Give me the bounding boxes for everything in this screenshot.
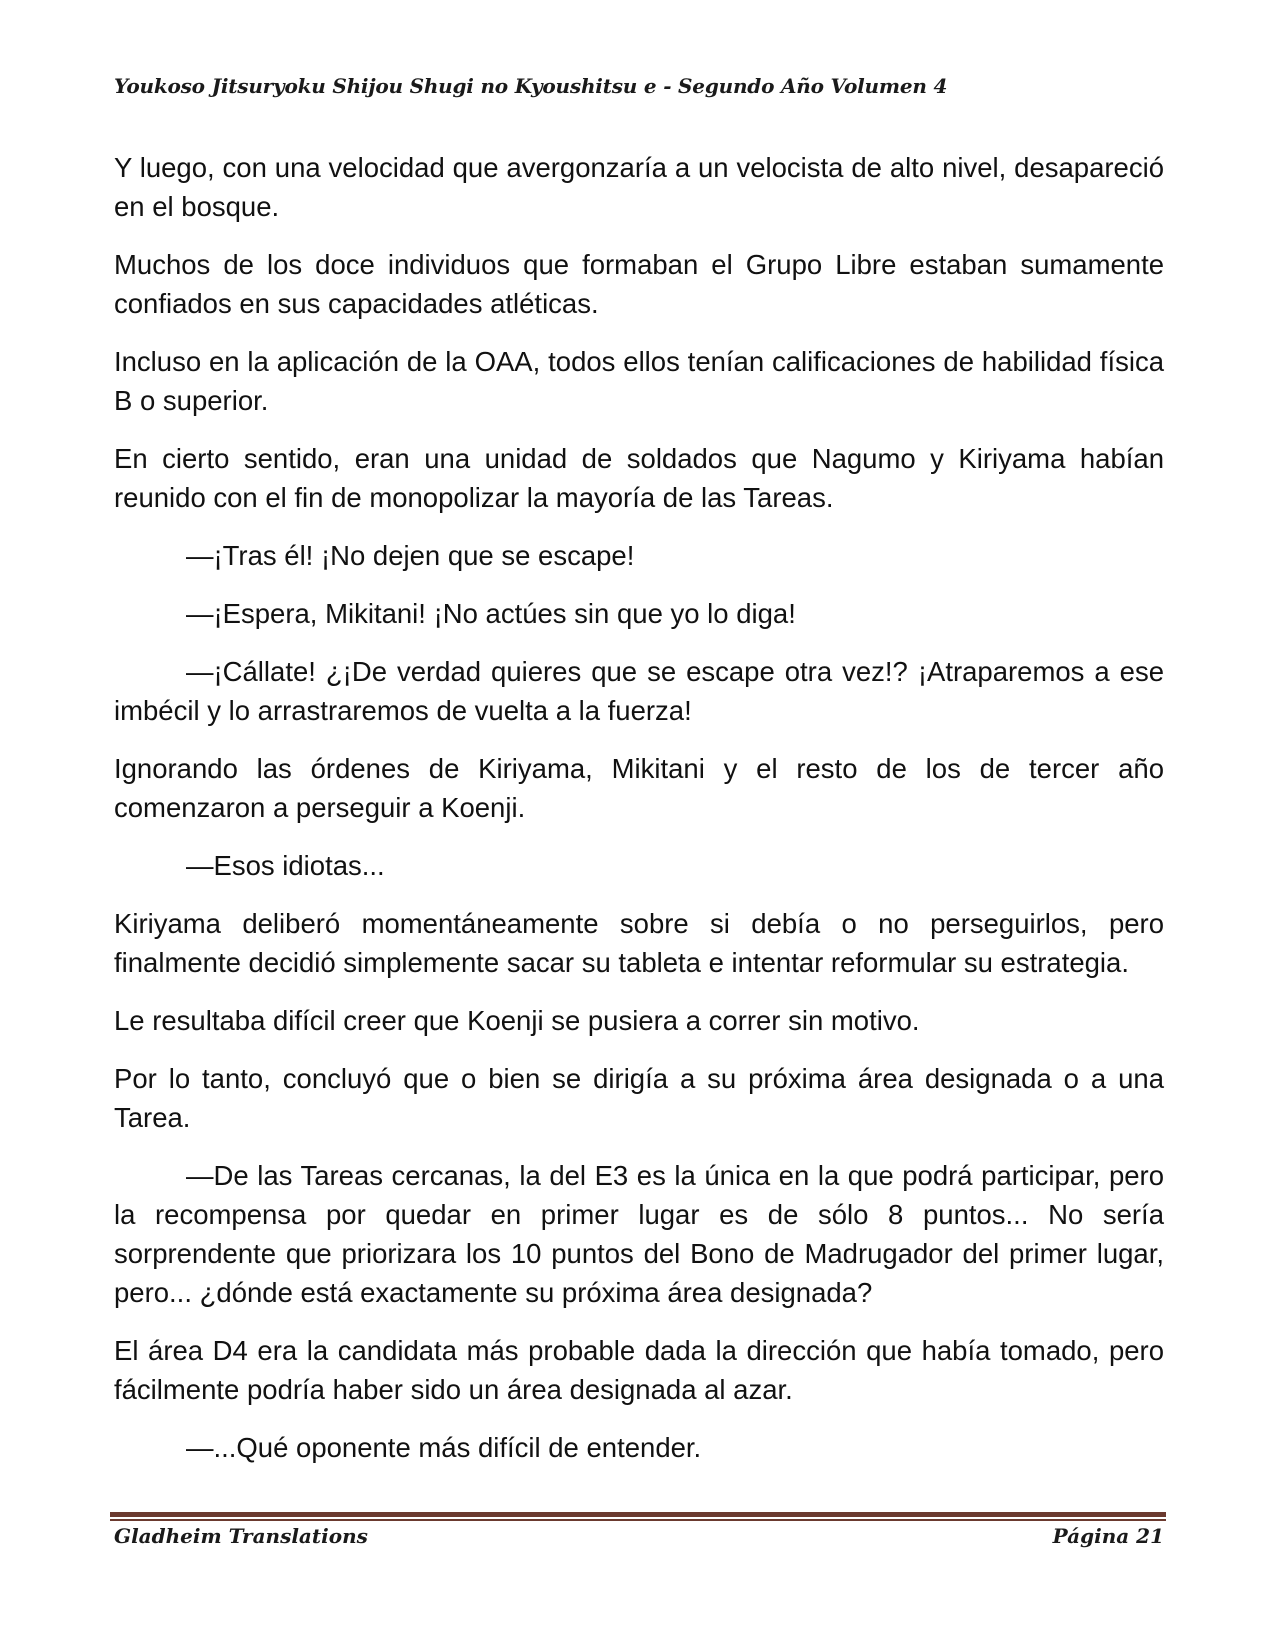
dialogue-line: —Esos idiotas... [186, 850, 385, 881]
paragraph: En cierto sentido, eran una unidad de soldados que Nagumo y Kiriyama habían reunido con el fin de monopolizar la mayoría de las Tareas. [114, 443, 1164, 513]
body-text [114, 148, 1164, 1486]
paragraph: Le resultaba difícil creer que Koenji se pusiera a correr sin motivo. [114, 1005, 920, 1036]
paragraph: Ignorando las órdenes de Kiriyama, Mikitani y el resto de los de tercer año comenzaron a perseguir a Koenji. [114, 753, 1164, 823]
paragraph: Incluso en la aplicación de la OAA, todos ellos tenían calificaciones de habilidad física B o superior. [114, 346, 1164, 416]
paragraph: Y luego, con una velocidad que avergonzaría a un velocista de alto nivel, desapareció en el bosque. [114, 152, 1164, 222]
paragraph: Muchos de los doce individuos que formaban el Grupo Libre estaban sumamente confiados en sus capacidades atléticas. [114, 249, 1164, 319]
dialogue-line: —...Qué oponente más difícil de entender. [186, 1432, 702, 1463]
footer-divider [110, 1512, 1166, 1517]
dialogue-line: —¡Espera, Mikitani! ¡No actúes sin que yo lo diga! [186, 598, 796, 629]
running-header: Youkoso Jitsuryoku Shijou Shugi no Kyoushitsu e - Segundo Año Volumen 4 [114, 74, 948, 98]
dialogue-line: —¡Tras él! ¡No dejen que se escape! [186, 540, 635, 571]
dialogue-line: —De las Tareas cercanas, la del E3 es la única en la que podrá participar, pero la recompensa por quedar en primer lugar es de sólo 8 puntos... No sería sorprendente que priorizara los 10 puntos del Bono de Madrugador del primer lugar, pero... ¿dónde está exactamente su próxima área designada? [114, 1160, 1164, 1308]
footer-divider-thin [110, 1519, 1166, 1521]
footer-page-number: Página 21 [1052, 1524, 1164, 1548]
paragraph: Kiriyama deliberó momentáneamente sobre si debía o no perseguirlos, pero finalmente decidió simplemente sacar su tableta e intentar reformular su estrategia. [114, 908, 1164, 978]
dialogue-line: —¡Cállate! ¿¡De verdad quieres que se escape otra vez!? ¡Atraparemos a ese imbécil y lo arrastraremos de vuelta a la fuerza! [114, 656, 1164, 726]
footer-publisher: Gladheim Translations [114, 1524, 368, 1548]
paragraph: El área D4 era la candidata más probable dada la dirección que había tomado, pero fácilmente podría haber sido un área designada al azar. [114, 1335, 1164, 1405]
paragraph: Por lo tanto, concluyó que o bien se dirigía a su próxima área designada o a una Tarea. [114, 1063, 1164, 1133]
